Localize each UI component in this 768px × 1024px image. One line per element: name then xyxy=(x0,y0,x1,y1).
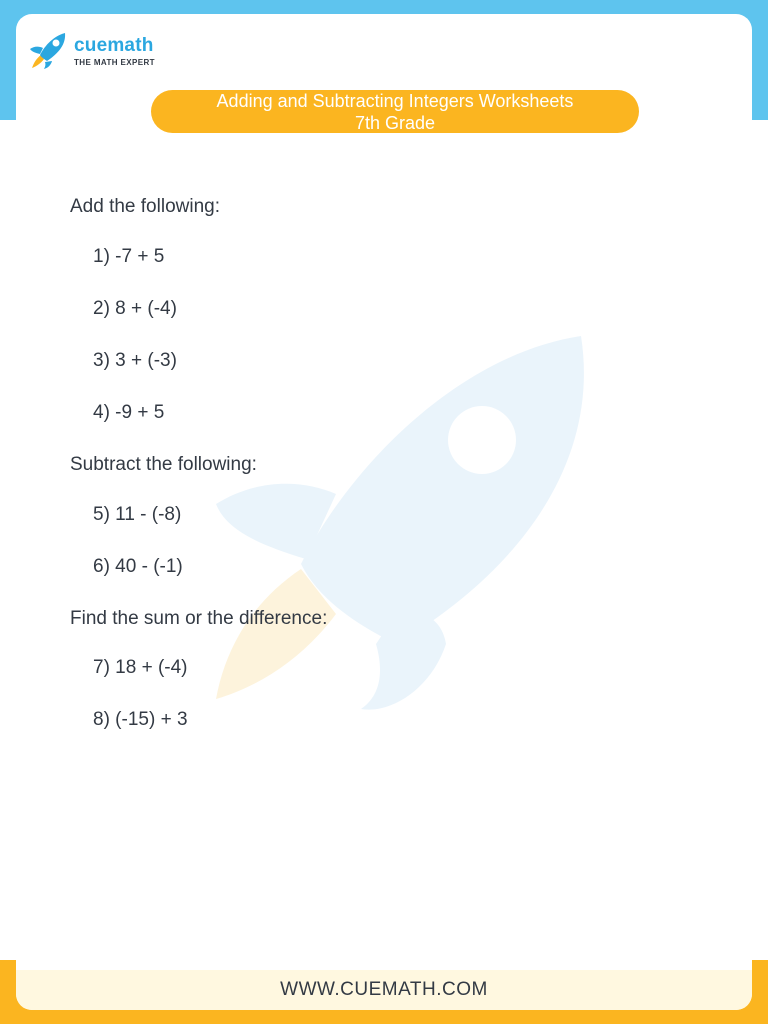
question-2: 2) 8 + (-4) xyxy=(93,298,177,319)
question-7: 7) 18 + (-4) xyxy=(93,657,188,678)
worksheet-title xyxy=(151,90,639,133)
brand-name: cuemath xyxy=(74,34,154,56)
footer-url[interactable]: WWW.CUEMATH.COM xyxy=(16,970,752,1010)
title-line-1: Adding and Subtracting Integers Worksheets xyxy=(216,90,574,111)
rocket-icon xyxy=(26,30,68,72)
section-heading-subtract: Subtract the following: xyxy=(70,454,257,475)
question-1: 1) -7 + 5 xyxy=(93,246,165,267)
question-6: 6) 40 - (-1) xyxy=(93,556,183,577)
rocket-watermark-icon xyxy=(186,314,626,734)
title-line-2: 7th Grade xyxy=(354,112,436,133)
worksheet-page xyxy=(16,14,752,1010)
question-5: 5) 11 - (-8) xyxy=(93,504,182,525)
section-heading-add: Add the following: xyxy=(70,196,220,217)
question-8: 8) (-15) + 3 xyxy=(93,709,188,730)
cuemath-logo[interactable] xyxy=(26,30,155,72)
brand-tagline: THE MATH EXPERT xyxy=(74,57,155,67)
section-heading-mixed: Find the sum or the difference: xyxy=(70,608,328,629)
question-3: 3) 3 + (-3) xyxy=(93,350,177,371)
question-4: 4) -9 + 5 xyxy=(93,402,165,423)
